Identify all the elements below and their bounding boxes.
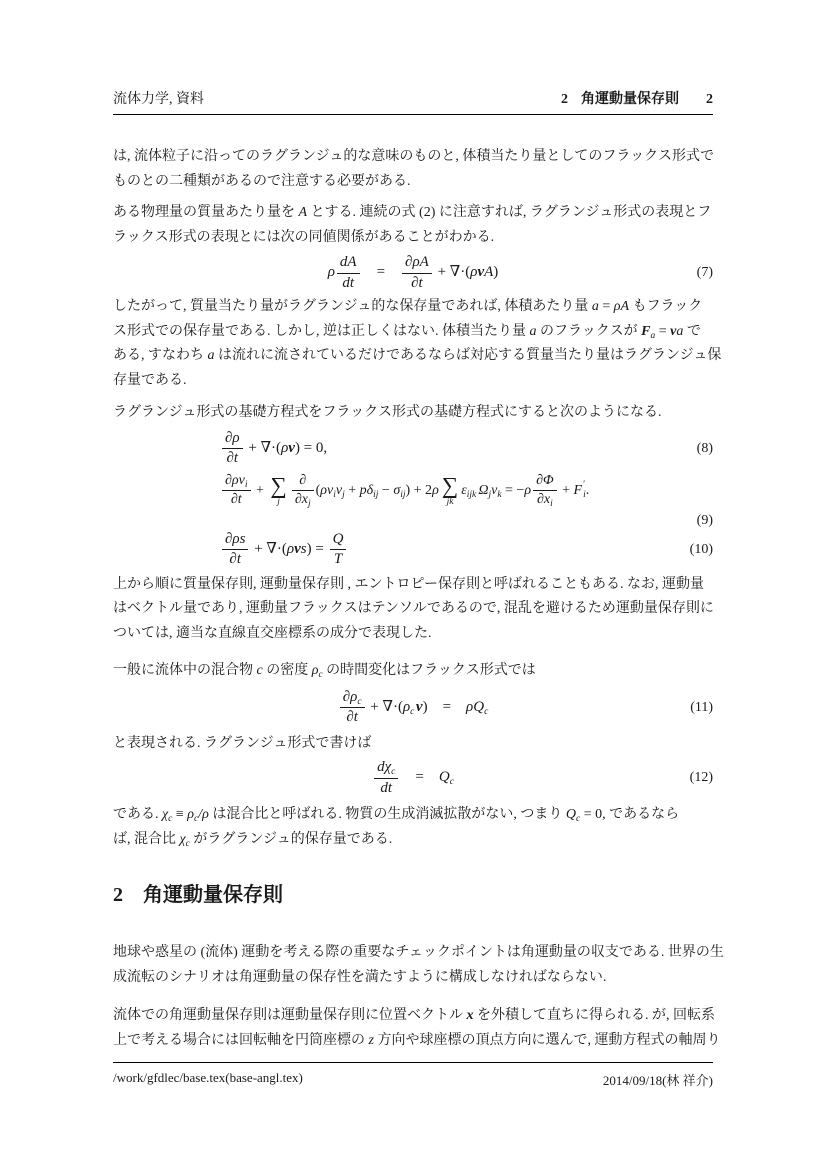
footer-rule [113, 1062, 713, 1063]
equation-body: $\frac{\partial\rho_c}{\partial t}$ + $\nabla\cdot(\rho_c$ $v) = \rho Q_c$ [338, 689, 489, 727]
paragraph-basic-eqs-intro [113, 401, 713, 426]
fraction: $\frac{d\chi_c}{dt}$ [374, 759, 398, 797]
sup-sub-stack: ′ i [583, 479, 586, 500]
section-heading [113, 882, 713, 908]
fraction: $\frac{\partial\rho v_i}{\partial t}$ [222, 473, 251, 508]
fraction: $\frac{\partial\rho_c}{\partial t}$ [340, 689, 365, 727]
equation-body: $\frac{\partial\rho v_i}{\partial t}$ + ∑ j $\frac{\partial}{\partial x_j}$ $(\rho v_iv_j + p\delta_{ij} - \sigma_{ij}) + 2\rho$ ∑ jk $\varepsilon_{ijk}$ $\Omega_jv_k = -\rho$ $\frac{\partial\Phi}{\partial x_i}$ + F ′ i . [220, 473, 589, 508]
paragraph-lagrangian-vs-flux [113, 145, 713, 194]
paragraph-conservation-names [113, 573, 713, 647]
text-line: したがって, 質量当たり量がラグランジュ的な保存量であれば, 体積あたり量 a = ρA もフラック [113, 299, 703, 314]
page-content [113, 0, 724, 1053]
text-line: である. $\chi_c \equiv \rho_c/\rho$ は混合比と呼ばれる. 物質の生成消滅拡散がない, つまり $Q_c = 0$, であるなら [113, 807, 680, 824]
paragraph-angular-momentum-derivation [113, 1004, 721, 1053]
text-line: は, 流体粒子に沿ってのラグランジュ的な意味のものと, 体積当たり量としてのフラックス形式で [113, 149, 714, 164]
equation-number: (10) [689, 541, 713, 557]
fraction: $\frac{Q}{T}$ [330, 531, 347, 569]
header-rule [113, 114, 713, 115]
paragraph-lagrangian-form [113, 732, 713, 757]
header-section-number: 2 [561, 92, 568, 107]
footer-date-author: 2014/09/18(林 祥介) [602, 1073, 713, 1088]
equation-9-number: (9) [696, 512, 713, 528]
equation-11 [113, 687, 713, 729]
equation-12 [113, 759, 713, 797]
paragraph-conserved-quantity [113, 295, 722, 393]
equation-body: $\frac{\partial\rho}{\partial t}$ + ∇·(ρv) = 0, [220, 430, 327, 468]
header-left-title: 流体力学, 資料 [113, 92, 204, 107]
text-line: 上から順に質量保存則, 運動量保存則 , エントロピー保存則と呼ばれることもある. なお, 運動量 [113, 576, 704, 592]
fraction: $\frac{\partial\Phi}{\partial x_i}$ [533, 473, 557, 508]
page-footer [113, 1062, 713, 1089]
equation-body: $\frac{d\chi_c}{dt}$ = $Q_c$ [372, 759, 454, 797]
equation-body: $\frac{\partial\rho s}{\partial t}$ + ∇·(ρvs) = $\frac{Q}{T}$ [220, 531, 348, 569]
section-heading-number: 2 [113, 884, 123, 906]
summation: ∑ jk [441, 472, 459, 507]
equation-number: (7) [696, 265, 713, 280]
fraction: $\frac{\partial\rho}{\partial t}$ [222, 430, 243, 468]
section-heading-title: 角運動量保存則 [143, 884, 283, 906]
fraction: $\frac{dA}{dt}$ [337, 254, 360, 292]
paragraph-angular-momentum-intro [113, 941, 724, 990]
equation-number: (8) [696, 440, 713, 456]
text-line: 地球や惑星の (流体) 運動を考える際の重要なチェックポイントは角運動量の収支である. 世界の生 [113, 945, 724, 960]
header-section-title: 角運動量保存則 [581, 92, 679, 107]
equation-number: (11) [690, 699, 713, 715]
fraction: $\frac{\partial}{\partial x_j}$ [292, 473, 314, 508]
text-line: はベクトル量であり, 運動量フラックスはテンソルであるので, 混乱を避けるため運動量保存則に [113, 601, 714, 616]
text-line: 存量である. [113, 372, 187, 388]
summation: ∑ j [270, 472, 287, 507]
header-right [561, 92, 713, 108]
equation-9 [113, 469, 713, 513]
text-line: 上で考える場合には回転軸を円筒座標の z 方向や球座標の頂点方向に選んで, 運動方程式の軸周り [113, 1032, 721, 1048]
text-line: ある物理量の質量あたり量を A とする. 連続の式 (2) に注意すれば, ラグランジュ形式の表現とフ [113, 205, 712, 220]
equation-8 [113, 430, 713, 468]
equation-body: ρ $\frac{dA}{dt}$ = $\frac{\partial\rho A}{\partial t}$ + ∇·(ρvA) [327, 254, 499, 291]
fraction: $\frac{\partial\rho A}{\partial t}$ [402, 254, 432, 292]
header-page-number: 2 [706, 92, 713, 107]
footer-file-path: /work/gfdlec/base.tex(base-angl.tex) [113, 1070, 303, 1085]
fraction: $\frac{\partial\rho s}{\partial t}$ [222, 531, 248, 569]
text-line: ラックス形式の表現とには次の同値関係があることがわかる. [113, 229, 495, 245]
text-line: ば, 混合比 $\chi_c$ がラグランジュ的保存量である. [113, 831, 393, 849]
text-line: ある, すなわち a は流れに流されているだけであるならば対応する質量当たり量はラグランジュ保 [113, 348, 722, 363]
paragraph-mass-quantity-A [113, 201, 713, 250]
equation-10 [113, 531, 713, 569]
text-line: ス形式での保存量である. しかし, 逆は正しくはない. 体積当たり量 a のフラックスが $F_a$ = va で [113, 323, 701, 341]
text-line: 成流転のシナリオは角運動量の保存性を満たすように構成しなければならない. [113, 969, 607, 985]
footer-row [113, 1070, 713, 1089]
equation-7 [113, 251, 713, 295]
text-line: 流体での角運動量保存則は運動量保存則に位置ベクトル x を外積して直ちに得られる. が, 回転系 [113, 1008, 715, 1023]
page-header [113, 92, 713, 108]
text-line: ラグランジュ形式の基礎方程式をフラックス形式の基礎方程式にすると次のようになる. [113, 405, 662, 420]
text-line: 一般に流体中の混合物 c の密度 $\rho_c$ の時間変化はフラックス形式では [113, 663, 536, 680]
paragraph-mixture-density [113, 659, 713, 684]
paragraph-mixing-ratio [113, 803, 713, 852]
equation-number: (12) [689, 770, 713, 785]
text-line: と表現される. ラグランジュ形式で書けば [113, 735, 372, 751]
text-line: ついては, 適当な直線直交座標系の成分で表現した. [113, 625, 432, 641]
text-line: ものとの二種類があるので注意する必要がある. [113, 173, 411, 189]
